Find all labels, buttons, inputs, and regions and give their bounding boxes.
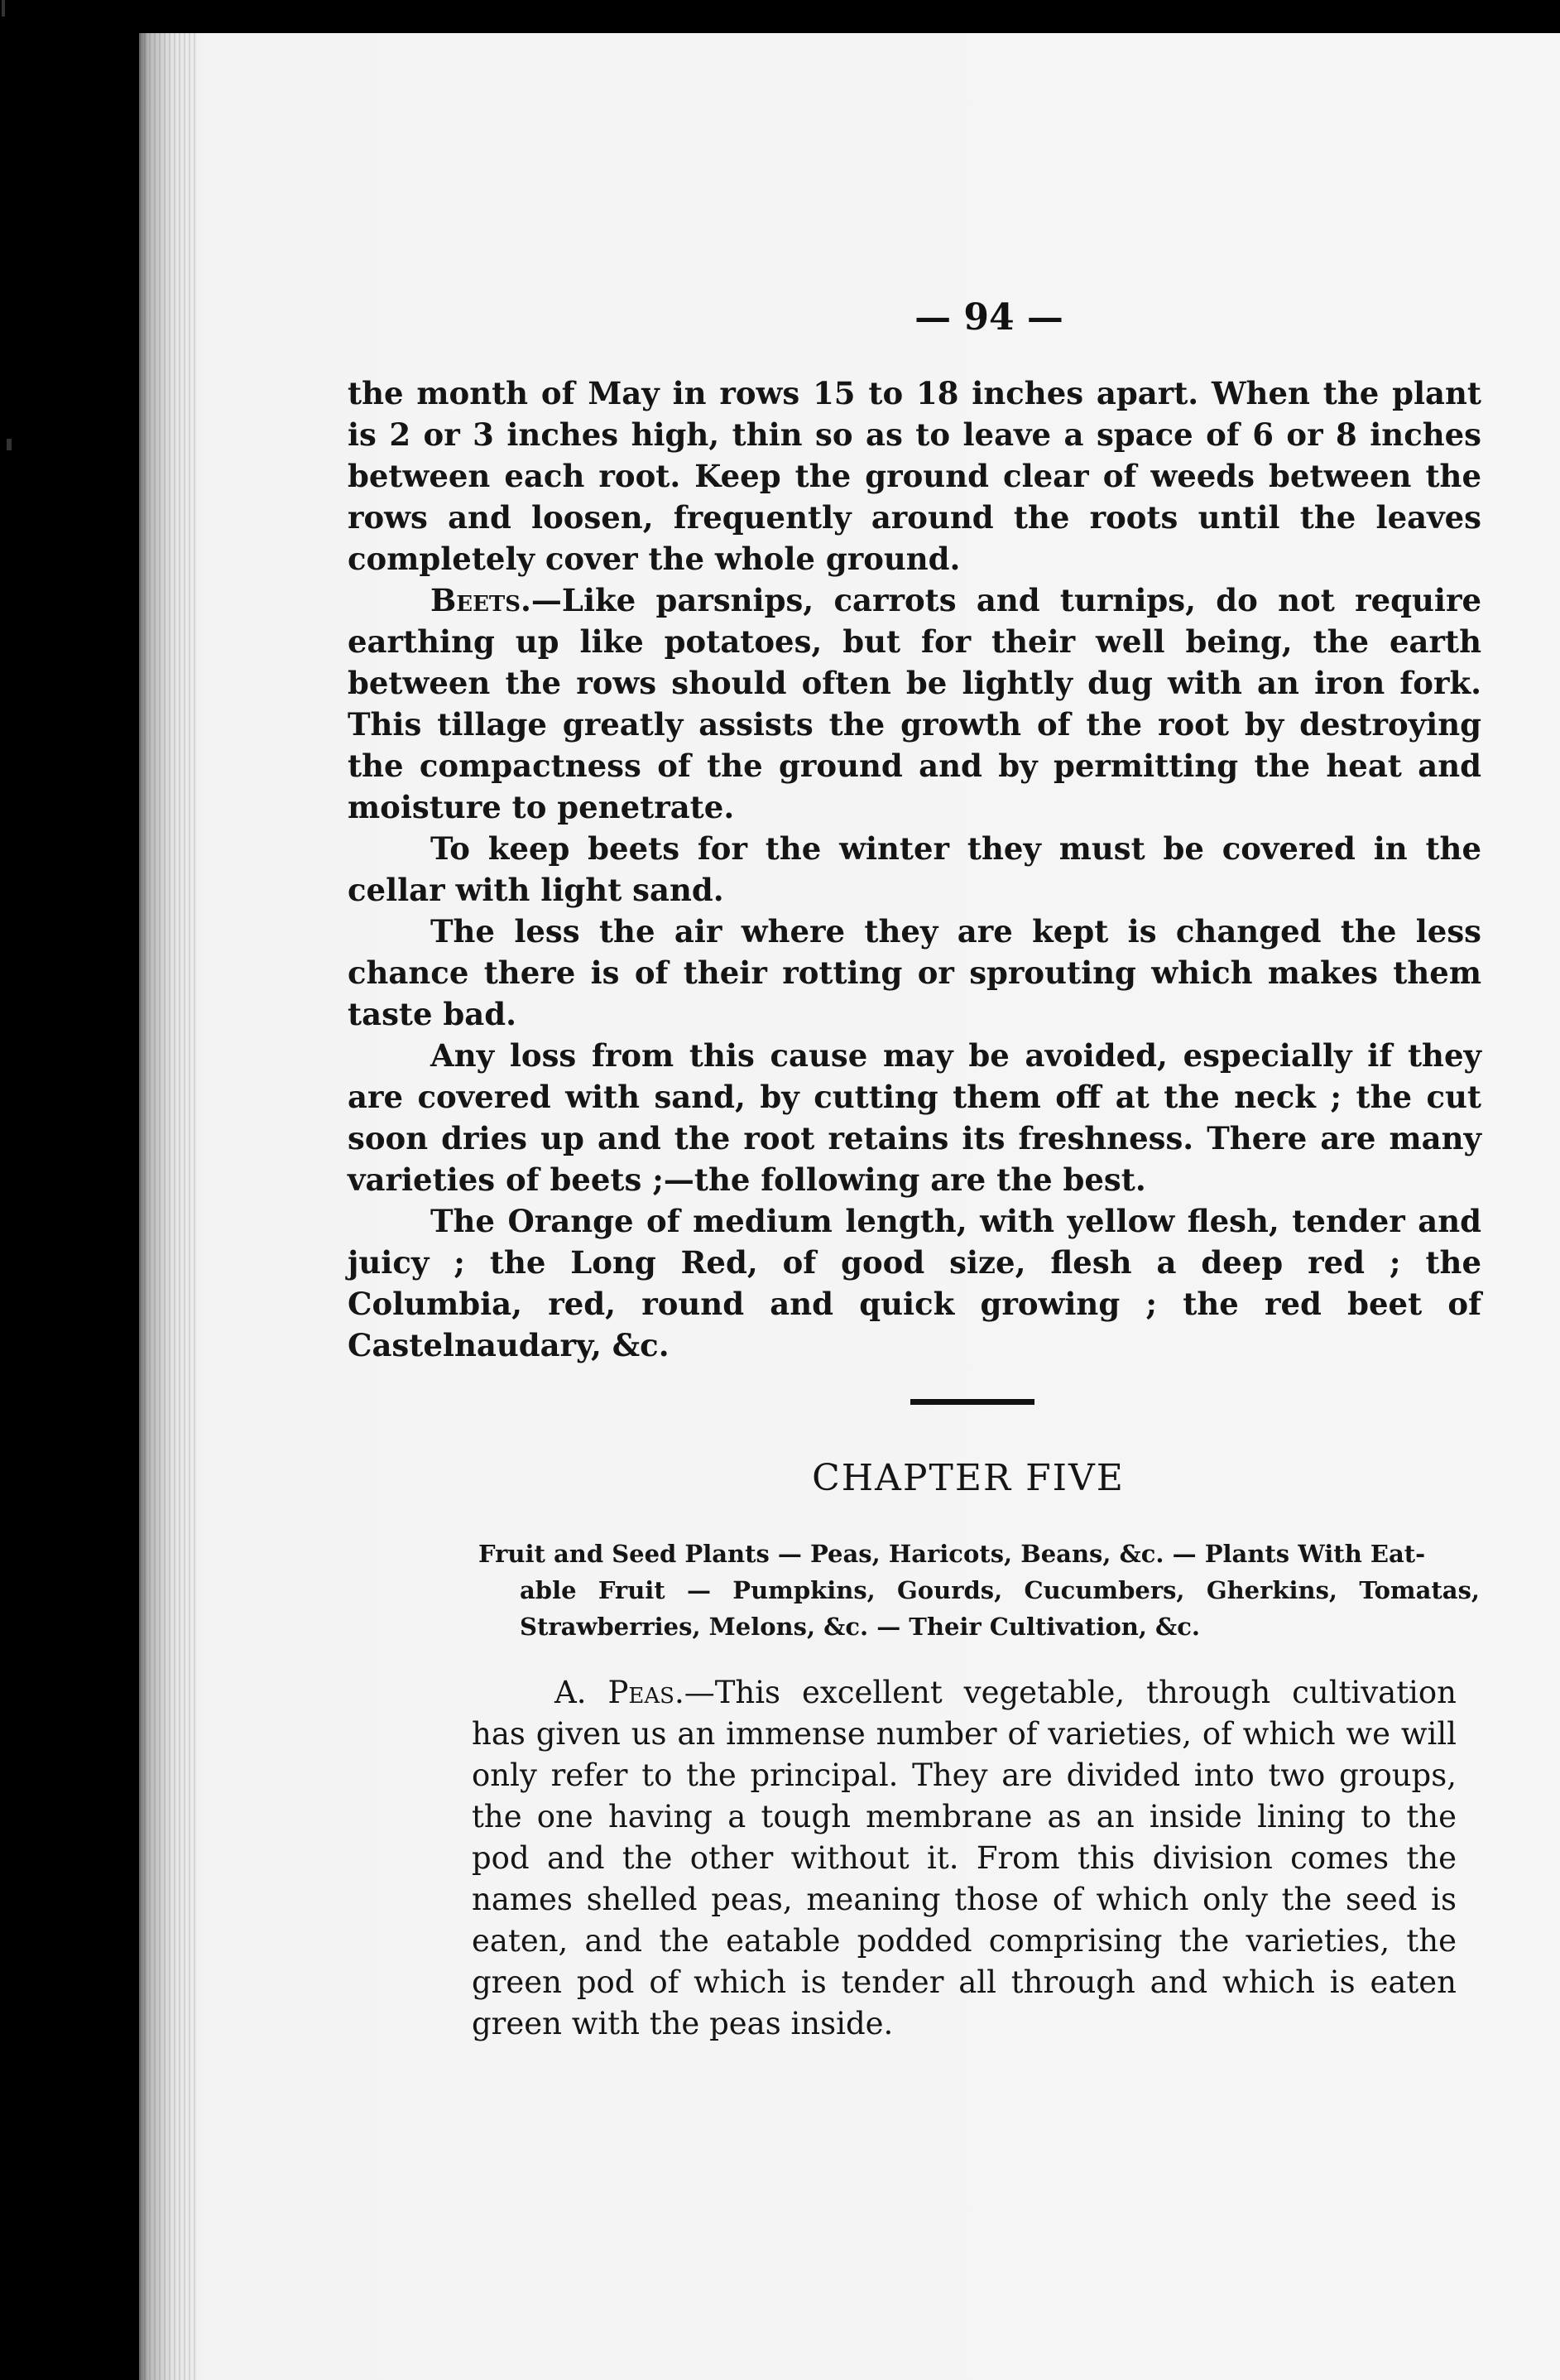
summary-line: Fruit and Seed Plants — Peas, Haricots, Beans, &c. — Plants With Eat- [478, 1540, 1426, 1568]
chapter-summary [478, 1536, 1480, 1645]
scan-speck [2, 0, 5, 17]
paragraph: Any loss from this cause may be avoided, especially if they are covered with sand, by cutting them off at the neck ; the cut soon dries up and the root retains its freshness. There are many varieties of beets ;—the following are the best. [348, 1037, 1481, 1198]
section-label: A. [554, 1675, 608, 1710]
paragraph-body: —Like parsnips, carrots and turnips, do not require earthing up like potatoes, but for their well being, the earth between the rows should often be lightly dug with an iron fork. This tillage greatly assists the growth of the root by destroying the compactness of the ground and by permitting the heat and moisture to penetrate. [348, 582, 1481, 825]
text-block-beets [348, 373, 1481, 1366]
paragraph: The Orange of medium length, with yellow flesh, tender and juicy ; the Long Red, of good size, flesh a deep red ; the Columbia, red, round and quick growing ; the red beet of Castelnaudary, &c. [348, 1203, 1481, 1363]
paragraph: To keep beets for the winter they must be covered in the cellar with light sand. [348, 830, 1481, 908]
summary-continuation: able Fruit — Pumpkins, Gourds, Cucumbers, Gherkins, Tomatas, Strawberries, Melons, &c. — Their Cultivation, &c. [520, 1576, 1480, 1641]
page-binding-shadow [139, 33, 197, 2380]
page-number: — 94 — [914, 296, 1063, 339]
paragraph-body: —This excellent vegetable, through cultivation has given us an immense number of varieties, of which we will only refer to the principal. They are divided into two groups, the one having a tough membrane as an inside lining to the pod and the other without it. From this division comes the names shelled peas, meaning those of which only the seed is eaten, and the eatable podded comprising the varieties, the green pod of which is tender all through and which is eaten green with the peas inside. [472, 1675, 1457, 2041]
section-divider [910, 1399, 1034, 1405]
paragraph-peas [472, 1672, 1457, 2045]
paragraph-beets [348, 579, 1481, 828]
scan-speck [7, 439, 12, 450]
text-block-peas [472, 1672, 1457, 2045]
section-head: Peas. [607, 1675, 684, 1710]
paragraph: The less the air where they are kept is changed the less chance there is of their rotting or sprouting which makes them taste bad. [348, 913, 1481, 1032]
section-head: Beets. [430, 582, 531, 618]
chapter-title: CHAPTER FIVE [812, 1457, 1125, 1499]
paragraph: the month of May in rows 15 to 18 inches apart. When the plant is 2 or 3 inches high, thin so as to leave a space of 6 or 8 inches between each root. Keep the ground clear of weeds between the rows and loosen, frequently around the roots until the leaves completely cover the whole ground. [348, 375, 1481, 577]
